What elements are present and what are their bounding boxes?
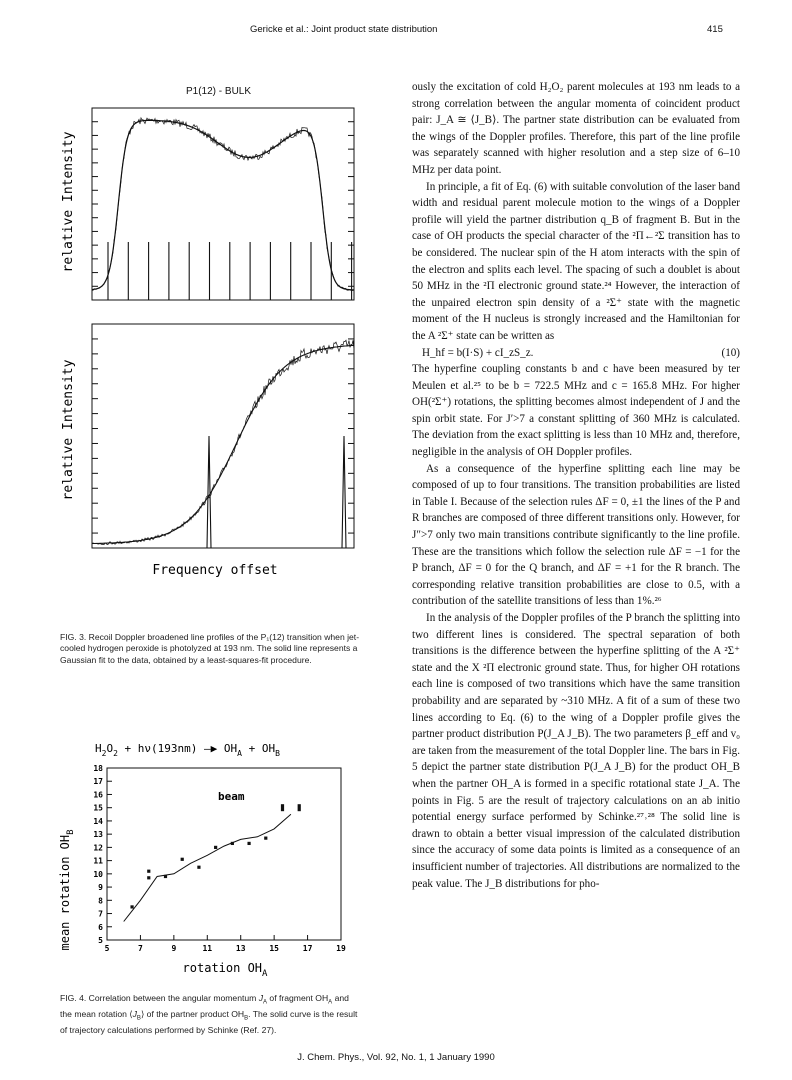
fig4-data-point: [147, 876, 150, 879]
fig4-legend: beam: [218, 790, 245, 803]
fig4-x-tick-label: 9: [171, 944, 177, 953]
fig4-y-tick-label: 9: [98, 883, 103, 893]
fig4-data-point: [247, 842, 250, 845]
fig4-data-point: [197, 866, 200, 869]
fig3-ylabel-top: relative Intensity: [61, 131, 76, 273]
fig4-x-tick-label: 11: [202, 944, 213, 953]
fig3-top-ticks: [92, 108, 354, 300]
fig3-top-profile-data: [92, 118, 354, 291]
fig3-panel-title: P1(12) - BULK: [186, 86, 252, 97]
fig4-x-tick-label: 17: [302, 944, 313, 953]
fig4-x-ticks: [105, 935, 346, 953]
fig3-top-panel: [60, 100, 360, 305]
fig4-data-point: [231, 842, 234, 845]
fig4-y-ticks: [93, 764, 112, 945]
body-text-column: [412, 79, 740, 892]
fig4-y-tick-label: 14: [93, 816, 103, 826]
running-title: Gericke et al.: Joint product state distribution: [250, 24, 438, 35]
paragraph-3: The hyperfine coupling constants b and c have been measured by ter Meulen et al.²⁵ to be b = 722.5 MHz and c = 165.8 MHz. For higher OH(²Σ⁺) rotations, the splitting becomes almost independent of J and the spin orbit state. For J′>7 a constant splitting of 360 MHz is calculated. The deviation from the exact splitting is less than 10 MHz and, therefore, negligible in the analysis of OH Doppler profiles.: [412, 363, 740, 459]
fig4-x-tick-label: 19: [336, 944, 346, 953]
fig4-xlabel: rotation $OH_A$: [182, 961, 268, 979]
fig4-y-tick-label: 15: [93, 803, 103, 813]
fig4-x-tick-label: 7: [138, 944, 143, 953]
fig4-y-tick-label: 7: [98, 909, 103, 919]
journal-footer: J. Chem. Phys., Vol. 92, No. 1, 1 January 1990: [297, 1052, 495, 1063]
fig4-chart: [55, 740, 355, 1000]
fig4-x-tick-label: 15: [269, 944, 279, 953]
paragraph-2: In principle, a fit of Eq. (6) with suitable convolution of the laser band width and residual parent molecule motion to the wings of a Doppler profile will yield the partner distribution q_B of fragment B. But in the case of OH products the special character of the ²Π←²Σ transition has to be considered. The nuclear spin of the H atom interacts with the spin of the electron and splits each level. The spacing of such a doublet is about 50 MHz in the ²Π electronic ground state.²⁴ However, the interaction of the unpaired electron spin density of a ²Σ⁺ state with the magnetic moment of the H nucleus is strongly increased and the Hamiltonian for the A ²Σ⁺ state can be written as: [412, 180, 740, 342]
fig4-y-tick-label: 6: [98, 922, 103, 932]
fig3-ylabel-bottom: relative Intensity: [61, 359, 76, 501]
fig4-ylabel: mean rotation $OH_B$: [58, 829, 76, 951]
equation-10-body: H_hf = b(I·S) + cI_zS_z.: [422, 346, 534, 359]
fig4-data-point: [164, 875, 167, 878]
fig4-y-tick-label: 5: [98, 936, 103, 945]
fig3-top-markers: [108, 242, 352, 300]
fig3-top-frame: [92, 108, 354, 300]
fig3-caption: FIG. 3. Recoil Doppler broadened line profiles of the P₁(12) transition when jet-cooled hydrogen peroxide is photolyzed at 193 nm. The solid line represents a Gaussian fit to the data, obtained by a least-squares-fit procedure.: [60, 632, 360, 665]
fig4-y-tick-label: 12: [93, 843, 103, 853]
fig3-bottom-markers: [207, 436, 346, 548]
running-header: [0, 24, 792, 40]
fig4-y-tick-label: 18: [93, 764, 103, 773]
equation-10-number: (10): [721, 346, 740, 359]
fig3-bottom-frame: [92, 324, 354, 548]
fig4-data-point: [147, 870, 150, 873]
fig4-y-tick-label: 13: [93, 830, 103, 840]
fig4-data-point: [181, 858, 184, 861]
fig4-caption: FIG. 4. Correlation between the angular momentum $J_A$ of fragment $OH_A$ and the mean rotation $⟨J_B⟩$ of the partner product $OH_B$. The solid curve is the result of trajectory calculations performed by Schinke (Ref. 27).: [60, 993, 358, 1036]
fig4-data-point: [214, 846, 217, 849]
equation-10: [412, 345, 740, 362]
fig3-bottom-ticks: [92, 324, 354, 548]
fig4-x-tick-label: 13: [235, 944, 246, 953]
fig4-trajectory-curve: [124, 814, 291, 921]
page-number: 415: [707, 24, 723, 35]
fig3-bottom-panel: [60, 318, 360, 578]
fig3-xlabel: Frequency offset: [152, 563, 278, 578]
fig4-reaction-label: $H_2O_2 + h\nu(193nm)$ —▶ $OH_A + OH_B$: [95, 742, 280, 758]
fig4-data-point: [130, 905, 133, 908]
fig3-top-fit-curve: [92, 120, 354, 290]
paragraph-1: ously the excitation of cold H₂O₂ parent molecules at 193 nm leads to a strong correlation between the angular momenta of coincident product pair: J_A ≅ ⟨J_B⟩. The partner state distribution can be evaluated from the wings of the Doppler profiles. Therefore, this part of the line profile was separately scanned with higher resolution and a step size of 6–10 MHz per data point.: [412, 81, 740, 176]
fig4-x-tick-label: 5: [104, 944, 110, 953]
paragraph-4: As a consequence of the hyperfine splitting each line may be composed of up to four transitions. The transition probabilities are listed in Table I. Because of the selection rules ΔF = 0, ±1 the lines of the P and R branches are composed of three different transitions only. However, for J″>7 only two main transitions contribute significantly to the line profile. These are the transitions which follow the selection rule ΔF = −1 for the P branch, ΔF = 0 for the Q branch, and ΔF = +1 for the R branch. The corresponding relative transition probabilities are close to 0.5, with a contribution of the satellite transitions of less than 1%.²⁶: [412, 462, 740, 608]
fig4-y-tick-label: 10: [93, 869, 103, 879]
paragraph-5: In the analysis of the Doppler profiles of the P branch the splitting into two different lines is considered. The spectral separation of both transitions is the difference between the hyperfine splitting of the A ²Σ⁺ state and the X ²Π electronic ground state. Thus, for higher OH rotations each line is composed of two transitions which have the same transition probability and are separated by ~310 MHz. A fit of a sum of these two lines according to Eq. (6) to the wing of a Doppler profile gives the partner product distribution P(J_A J_B). The two parameters β_eff and v₀ are taken from the measurement of the total Doppler line. The bars in Fig. 5 depict the partner state distribution P(J_A J_B) for the product OH_B when the partner OH_A is formed in a specific rotational state J_A. The points in Fig. 5 are the result of trajectory calculations on an ab initio potential energy surface performed by Schinke.²⁷˒²⁸ The solid line is drawn to obtain a better visual impression of the calculated distribution since the accuracy of some data points is limited as a consequence of an insufficient number of trajectories. All distributions are normalized to the peak value. The J_B distributions for pho-: [412, 612, 740, 890]
fig4-data-point: [298, 804, 301, 811]
fig4-data-point: [264, 837, 267, 840]
fig4-y-tick-label: 11: [93, 856, 103, 866]
fig4-y-tick-label: 8: [98, 896, 103, 906]
fig3-bottom-fit-curve: [92, 345, 354, 543]
fig4-y-tick-label: 16: [93, 790, 103, 800]
fig4-y-tick-label: 17: [93, 777, 103, 787]
fig4-data-point: [281, 804, 284, 811]
fig3-bottom-wing-data: [92, 340, 354, 545]
fig4-data-points: [130, 804, 300, 908]
